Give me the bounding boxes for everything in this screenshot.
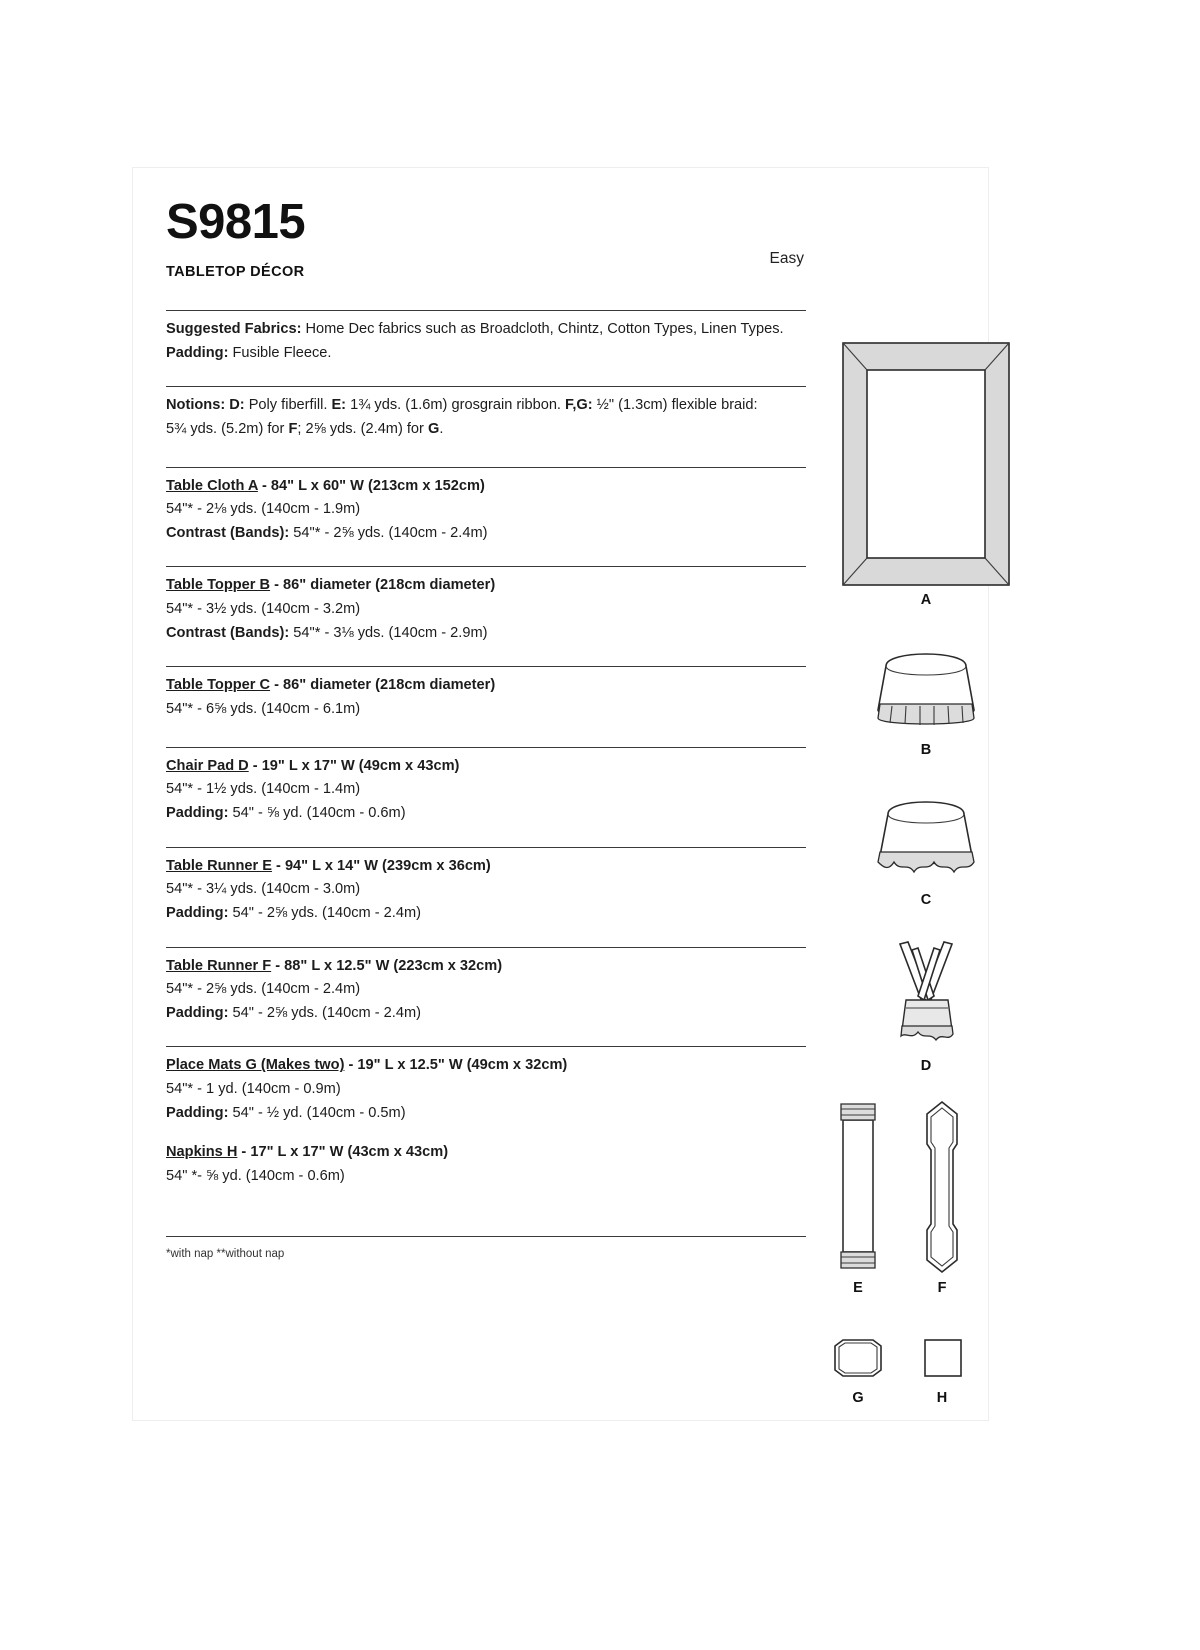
figure-a	[826, 340, 1026, 608]
figure-e-label: E	[853, 1280, 863, 1296]
header	[166, 195, 956, 280]
figure-d	[826, 936, 1026, 1074]
item-sub-label: Padding:	[166, 904, 229, 921]
item-dims: - 86" diameter (218cm diameter)	[270, 577, 496, 594]
item-block-place-mats-g	[166, 1047, 806, 1134]
item-name: Napkins H	[166, 1144, 238, 1161]
notions-fg-value: ½" (1.3cm) flexible braid:	[596, 397, 758, 414]
item-sub-value: 54" - 2⅝ yds. (140cm - 2.4m)	[228, 1004, 421, 1021]
notions-e-value: 1¾ yds. (1.6m) grosgrain ribbon.	[350, 397, 566, 414]
notions-period: .	[439, 420, 444, 437]
difficulty-label: Easy	[769, 250, 804, 267]
item-block-table-topper-b	[166, 567, 806, 654]
notions-g-amount: ; 2⅝ yds. (2.4m) for	[297, 420, 428, 437]
item-name: Table Runner F	[166, 957, 272, 974]
spacer	[166, 374, 806, 386]
notions-block	[166, 387, 806, 450]
category-heading: TABLETOP DÉCOR	[166, 264, 305, 280]
figure-f	[902, 1098, 982, 1296]
spacer	[166, 731, 806, 747]
item-block-table-cloth-a	[166, 468, 806, 555]
item-sub-value: 54" - 2⅝ yds. (140cm - 2.4m)	[228, 904, 421, 921]
spacer	[166, 935, 806, 947]
suggested-fabrics-label: Suggested Fabrics:	[166, 321, 302, 337]
table-topper-b-icon	[856, 638, 996, 738]
item-sub-value: 54" - ½ yd. (140cm - 0.5m)	[228, 1104, 406, 1121]
item-dims: - 86" diameter (218cm diameter)	[270, 677, 496, 694]
padding-text: Fusible Fleece.	[228, 344, 332, 361]
item-sub-value: 54"* - 3⅛ yds. (140cm - 2.9m)	[289, 624, 488, 641]
table-runner-f-icon	[913, 1098, 971, 1276]
item-yardage: 54"* - 1 yd. (140cm - 0.9m)	[166, 1081, 341, 1098]
item-dims: - 84" L x 60" W (213cm x 152cm)	[257, 477, 485, 494]
item-yardage: 54"* - 6⅝ yds. (140cm - 6.1m)	[166, 701, 361, 718]
figure-g	[818, 1336, 898, 1406]
napkin-icon	[909, 1336, 975, 1386]
item-sub-value: 54"* - 2⅝ yds. (140cm - 2.4m)	[289, 524, 488, 541]
figure-h-label: H	[936, 1390, 948, 1406]
item-name: Place Mats G (Makes two)	[166, 1057, 345, 1074]
item-sub-label: Contrast (Bands):	[166, 624, 290, 641]
item-yardage: 54"* - 3¼ yds. (140cm - 3.0m)	[166, 881, 361, 898]
place-mat-icon	[825, 1336, 891, 1386]
item-sub-label: Padding:	[166, 1004, 229, 1021]
padding-label: Padding:	[166, 344, 229, 361]
figure-b-label: B	[920, 742, 932, 758]
item-dims: - 94" L x 14" W (239cm x 36cm)	[271, 857, 491, 874]
figure-a-label: A	[920, 592, 932, 608]
spacer	[166, 654, 806, 666]
notions-label: Notions:	[166, 397, 226, 414]
notions-f-amount: 5¾ yds. (5.2m) for	[166, 420, 289, 437]
spacer	[166, 554, 806, 566]
notions-d-value: Poly fiberfill.	[248, 397, 332, 414]
item-yardage: 54"* - 1½ yds. (140cm - 1.4m)	[166, 781, 361, 798]
spacer	[166, 451, 806, 467]
item-yardage: 54"* - 3½ yds. (140cm - 3.2m)	[166, 601, 361, 618]
item-block-napkins-h	[166, 1134, 806, 1197]
item-sub-label: Padding:	[166, 804, 229, 821]
illustration-column	[826, 310, 1026, 1416]
figure-d-label: D	[920, 1058, 932, 1074]
table-topper-c-icon	[856, 788, 996, 888]
item-dims: - 88" L x 12.5" W (223cm x 32cm)	[271, 957, 503, 974]
item-name: Table Topper C	[166, 677, 271, 694]
figure-c	[826, 788, 1026, 908]
page-title: S9815	[166, 195, 306, 249]
item-yardage: 54" *- ⅝ yd. (140cm - 0.6m)	[166, 1168, 345, 1185]
figure-h	[902, 1336, 982, 1406]
notions-f-key: F	[288, 420, 298, 437]
item-name: Table Runner E	[166, 857, 272, 874]
item-block-chair-pad-d	[166, 748, 806, 835]
item-yardage: 54"* - 2⅛ yds. (140cm - 1.9m)	[166, 501, 361, 518]
item-sub-label: Contrast (Bands):	[166, 524, 290, 541]
item-block-table-runner-e	[166, 848, 806, 935]
item-sub-label: Padding:	[166, 1104, 229, 1121]
figure-b	[826, 638, 1026, 758]
figure-e	[818, 1098, 898, 1296]
suggested-fabrics-text: Home Dec fabrics such as Broadcloth, Chintz, Cotton Types, Linen Types.	[301, 321, 784, 337]
pattern-envelope-page	[133, 168, 988, 1420]
notions-e-key: E:	[331, 397, 351, 414]
item-dims: - 19" L x 17" W (49cm x 43cm)	[248, 757, 460, 774]
item-block-table-topper-c	[166, 667, 806, 730]
figure-c-label: C	[920, 892, 932, 908]
figure-row-gh	[826, 1336, 1026, 1416]
figure-g-label: G	[852, 1390, 864, 1406]
nap-footnote: *with nap **without nap	[166, 1247, 285, 1260]
chair-pad-icon	[856, 936, 996, 1054]
item-block-table-runner-f	[166, 948, 806, 1035]
item-name: Table Cloth A	[166, 477, 258, 494]
item-yardage: 54"* - 2⅝ yds. (140cm - 2.4m)	[166, 981, 361, 998]
figure-f-label: F	[937, 1280, 947, 1296]
item-dims: - 17" L x 17" W (43cm x 43cm)	[237, 1144, 449, 1161]
item-name: Chair Pad D	[166, 757, 249, 774]
page-content	[166, 195, 956, 1406]
specifications-column	[166, 310, 806, 1263]
suggested-fabrics-block	[166, 311, 806, 374]
spacer	[166, 835, 806, 847]
item-sub-value: 54" - ⅝ yd. (140cm - 0.6m)	[228, 804, 406, 821]
spacer	[166, 1034, 806, 1046]
notions-g-key: G	[427, 420, 440, 437]
notions-d-key: D:	[225, 397, 249, 414]
spacer	[166, 1198, 806, 1214]
figure-row-ef	[826, 1098, 1026, 1308]
table-cloth-icon	[840, 340, 1012, 588]
item-dims: - 19" L x 12.5" W (49cm x 32cm)	[344, 1057, 568, 1074]
item-name: Table Topper B	[166, 577, 271, 594]
table-runner-e-icon	[829, 1098, 887, 1276]
notions-fg-key: F,G:	[565, 397, 597, 414]
